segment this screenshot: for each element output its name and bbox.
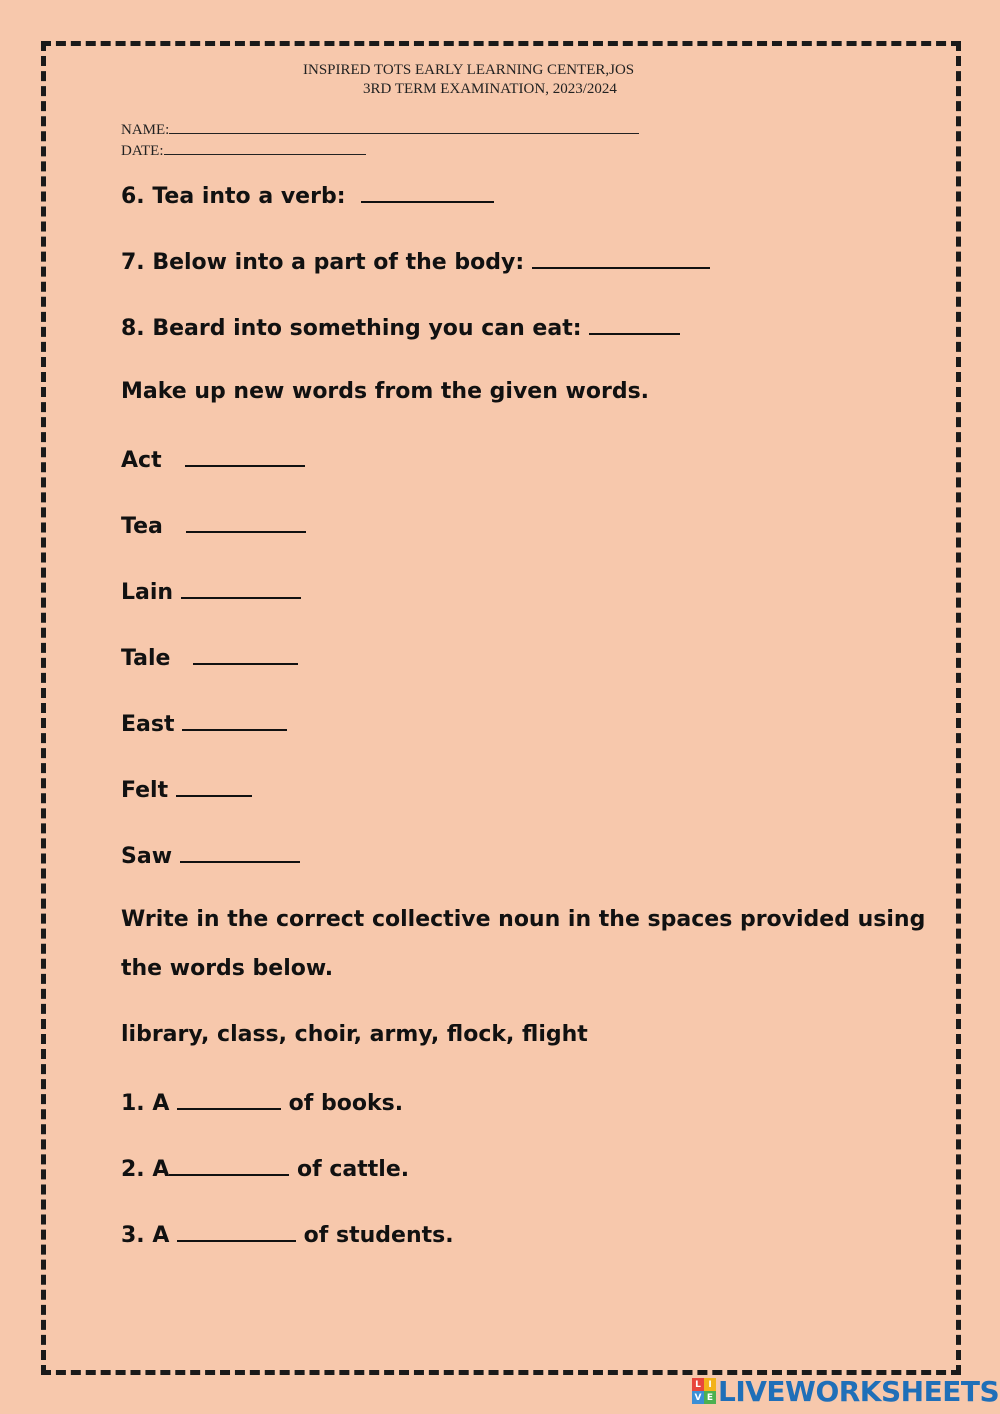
collective-item-2 — [121, 1154, 409, 1183]
date-input[interactable] — [164, 140, 366, 155]
answer-blank[interactable] — [185, 445, 305, 467]
word-item-lain — [121, 577, 301, 606]
answer-blank[interactable] — [182, 709, 287, 731]
date-field — [121, 140, 639, 161]
answer-blank[interactable] — [186, 511, 306, 533]
word-label: East — [121, 712, 183, 737]
word-label: Felt — [121, 778, 176, 803]
word-item-act — [121, 445, 305, 474]
answer-blank[interactable] — [193, 643, 298, 665]
word-label: Lain — [121, 580, 181, 605]
item-prefix: 2. A — [121, 1157, 170, 1182]
liveworksheets-logo-icon: L I V E — [692, 1378, 716, 1404]
question-7 — [121, 247, 710, 276]
item-prefix: 3. A — [121, 1223, 178, 1248]
collective-instruction-line1: Write in the correct collective noun in the spaces provided using — [121, 907, 926, 932]
collective-instruction-line2: the words below. — [121, 956, 334, 981]
answer-blank[interactable] — [181, 577, 301, 599]
question-6 — [121, 181, 494, 210]
item-suffix: of students. — [296, 1223, 454, 1248]
liveworksheets-logo[interactable] — [692, 1376, 999, 1406]
item-prefix: 1. A — [121, 1091, 178, 1116]
question-text: 8. Beard into something you can eat: — [121, 316, 590, 341]
answer-blank[interactable] — [180, 841, 300, 863]
question-8 — [121, 313, 680, 342]
word-item-tea — [121, 511, 306, 540]
answer-blank[interactable] — [176, 775, 252, 797]
word-bank: library, class, choir, army, flock, flight — [121, 1022, 588, 1047]
school-name: INSPIRED TOTS EARLY LEARNING CENTER,JOS — [303, 62, 635, 78]
word-item-felt — [121, 775, 252, 804]
word-item-east — [121, 709, 287, 738]
make-words-instruction: Make up new words from the given words. — [121, 379, 650, 404]
logo-text: LIVEWORKSHEETS — [718, 1374, 1000, 1408]
collective-item-1 — [121, 1088, 403, 1117]
name-label: NAME: — [121, 122, 170, 138]
item-suffix: of cattle. — [289, 1157, 410, 1182]
answer-blank[interactable] — [169, 1154, 289, 1176]
word-label: Tale — [121, 646, 194, 671]
question-text: 7. Below into a part of the body: — [121, 250, 532, 275]
answer-blank[interactable] — [177, 1220, 296, 1242]
name-field — [121, 119, 639, 140]
answer-blank[interactable] — [532, 247, 710, 269]
exam-title: 3RD TERM EXAMINATION, 2023/2024 — [363, 81, 617, 97]
answer-blank[interactable] — [589, 313, 680, 335]
collective-item-3 — [121, 1220, 454, 1249]
word-item-tale — [121, 643, 298, 672]
word-label: Saw — [121, 844, 180, 869]
word-item-saw — [121, 841, 300, 870]
word-label: Tea — [121, 514, 186, 539]
name-input[interactable] — [169, 119, 639, 134]
answer-blank[interactable] — [177, 1088, 281, 1110]
question-text: 6. Tea into a verb: — [121, 184, 361, 209]
date-label: DATE: — [121, 143, 164, 159]
answer-blank[interactable] — [361, 181, 494, 203]
word-label: Act — [121, 448, 185, 473]
item-suffix: of books. — [281, 1091, 404, 1116]
student-fields — [121, 119, 639, 161]
